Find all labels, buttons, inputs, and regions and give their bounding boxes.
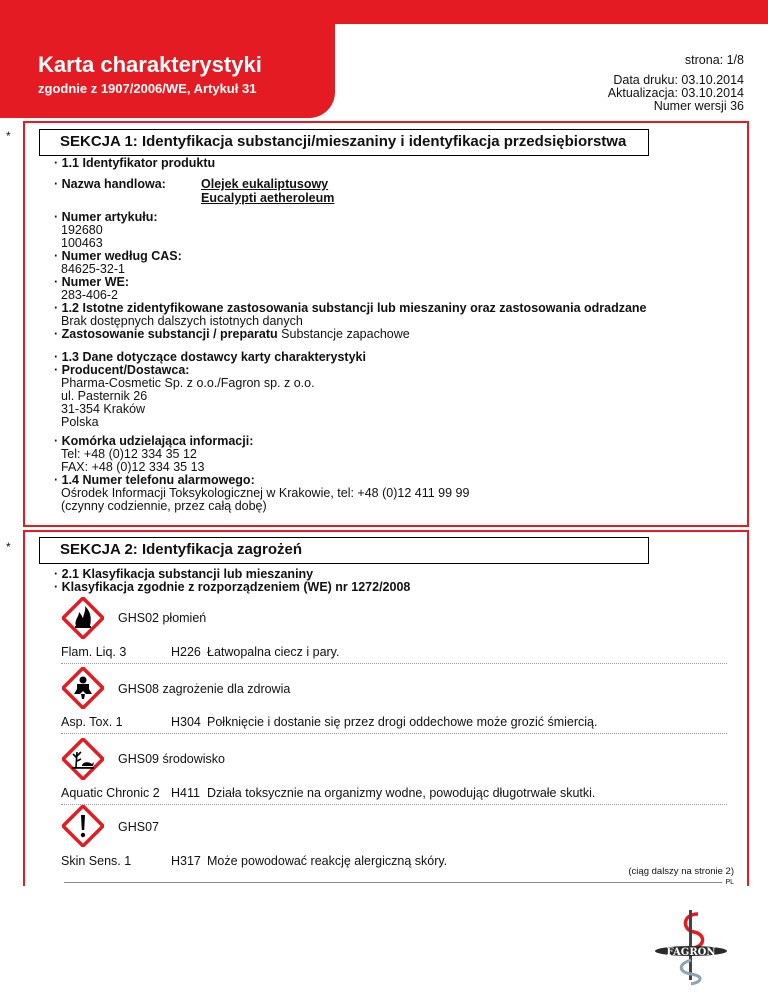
hazard-code: H304 bbox=[171, 715, 201, 729]
hazard-code: H317 bbox=[171, 854, 201, 868]
divider bbox=[61, 733, 727, 734]
language-code: PL bbox=[722, 879, 734, 886]
item-1-1: · 1.1 Identyfikator produktu bbox=[54, 156, 216, 170]
document-title: Karta charakterystyki bbox=[38, 52, 262, 77]
supplier-line-1: Pharma-Cosmetic Sp. z o.o./Fagron sp. z o.o. bbox=[61, 376, 315, 390]
emergency-line-1: Ośrodek Informacji Toksykologicznej w Krakowie, tel: +48 (0)12 411 99 99 bbox=[61, 486, 470, 500]
item-2-1: · 2.1 Klasyfikacja substancji lub mieszaniny bbox=[54, 567, 314, 581]
section-1-heading: SEKCJA 1: Identyfikacja substancji/mieszaniny i identyfikacja przedsiębiorstwa bbox=[60, 133, 627, 150]
pictogram-label: GHS02 płomień bbox=[118, 611, 207, 625]
pictogram-label: GHS08 zagrożenie dla zdrowia bbox=[118, 682, 291, 696]
environment-icon bbox=[62, 738, 104, 780]
trade-name-value: Olejek eukaliptusowy bbox=[201, 177, 329, 191]
item-1-2: · 1.2 Istotne zidentyfikowane zastosowania substancji lub mieszaniny oraz zastosowania odradzane bbox=[54, 301, 647, 315]
revision-marker: * bbox=[6, 129, 11, 143]
hazard-class: Flam. Liq. 3 bbox=[61, 645, 127, 659]
we-label: · Numer WE: bbox=[54, 275, 129, 289]
item-1-4: · 1.4 Numer telefonu alarmowego: bbox=[54, 473, 255, 487]
hazard-class: Asp. Tox. 1 bbox=[61, 715, 123, 729]
update-date: Aktualizacja: 03.10.2014 bbox=[607, 86, 744, 100]
classification-label: · Klasyfikacja zgodnie z rozporządzeniem (WE) nr 1272/2008 bbox=[54, 580, 411, 594]
trade-name-label: · Nazwa handlowa: bbox=[54, 177, 166, 191]
article-number-label: · Numer artykułu: bbox=[54, 210, 158, 224]
revision-marker: * bbox=[6, 540, 11, 554]
item-1-3: · 1.3 Dane dotyczące dostawcy karty charakterystyki bbox=[54, 350, 366, 364]
item-1-2-value: Brak dostępnych dalszych istotnych danych bbox=[61, 314, 303, 328]
info-tel: Tel: +48 (0)12 334 35 12 bbox=[61, 447, 197, 461]
supplier-line-3: 31-354 Kraków bbox=[61, 402, 146, 416]
page-number: strona: 1/8 bbox=[684, 53, 744, 67]
exclamation-icon bbox=[62, 805, 104, 847]
logo-text: FAGRON bbox=[666, 947, 716, 958]
footer-rule bbox=[64, 882, 734, 883]
health-hazard-icon bbox=[62, 667, 104, 709]
hazard-class: Skin Sens. 1 bbox=[61, 854, 132, 868]
use-row bbox=[54, 328, 410, 342]
cas-value: 84625-32-1 bbox=[61, 262, 125, 276]
supplier-line-4: Polska bbox=[61, 415, 99, 429]
section-2-heading: SEKCJA 2: Identyfikacja zagrożeń bbox=[60, 541, 303, 558]
use-label: · Zastosowanie substancji / preparatu bbox=[54, 327, 278, 341]
info-fax: FAX: +48 (0)12 334 35 13 bbox=[61, 460, 205, 474]
flame-icon bbox=[62, 597, 104, 639]
use-value: Substancje zapachowe bbox=[281, 327, 410, 341]
cas-label: · Numer według CAS: bbox=[54, 249, 182, 263]
hazard-statement: Łatwopalna ciecz i pary. bbox=[207, 645, 340, 659]
hazard-code: H411 bbox=[171, 786, 200, 800]
continued-note: (ciąg dalszy na stronie 2) bbox=[628, 866, 734, 877]
hazard-statement: Działa toksycznie na organizmy wodne, powodując długotrwałe skutki. bbox=[207, 786, 596, 800]
trade-name-latin: Eucalypti aetheroleum bbox=[201, 191, 335, 205]
emergency-line-2: (czynny codziennie, przez całą dobę) bbox=[61, 499, 267, 513]
article-number-2: 100463 bbox=[61, 236, 103, 250]
info-label: · Komórka udzielająca informacji: bbox=[54, 434, 254, 448]
fagron-logo bbox=[650, 908, 732, 988]
we-value: 283-406-2 bbox=[61, 288, 118, 302]
pictogram-label: GHS07 bbox=[118, 820, 159, 834]
hazard-statement: Połknięcie i dostanie się przez drogi oddechowe może grozić śmiercią. bbox=[207, 715, 598, 729]
divider bbox=[61, 804, 727, 805]
print-date: Data druku: 03.10.2014 bbox=[613, 73, 744, 87]
hazard-code: H226 bbox=[171, 645, 201, 659]
version-number: Numer wersji 36 bbox=[653, 99, 744, 113]
divider bbox=[61, 663, 727, 664]
supplier-label: · Producent/Dostawca: bbox=[54, 363, 190, 377]
hazard-class: Aquatic Chronic 2 bbox=[61, 786, 160, 800]
article-number-1: 192680 bbox=[61, 223, 103, 237]
pictogram-label: GHS09 środowisko bbox=[118, 752, 225, 766]
hazard-statement: Może powodować reakcję alergiczną skóry. bbox=[207, 854, 448, 868]
document-subtitle: zgodnie z 1907/2006/WE, Artykuł 31 bbox=[38, 81, 257, 96]
supplier-line-2: ul. Pasternik 26 bbox=[61, 389, 148, 403]
